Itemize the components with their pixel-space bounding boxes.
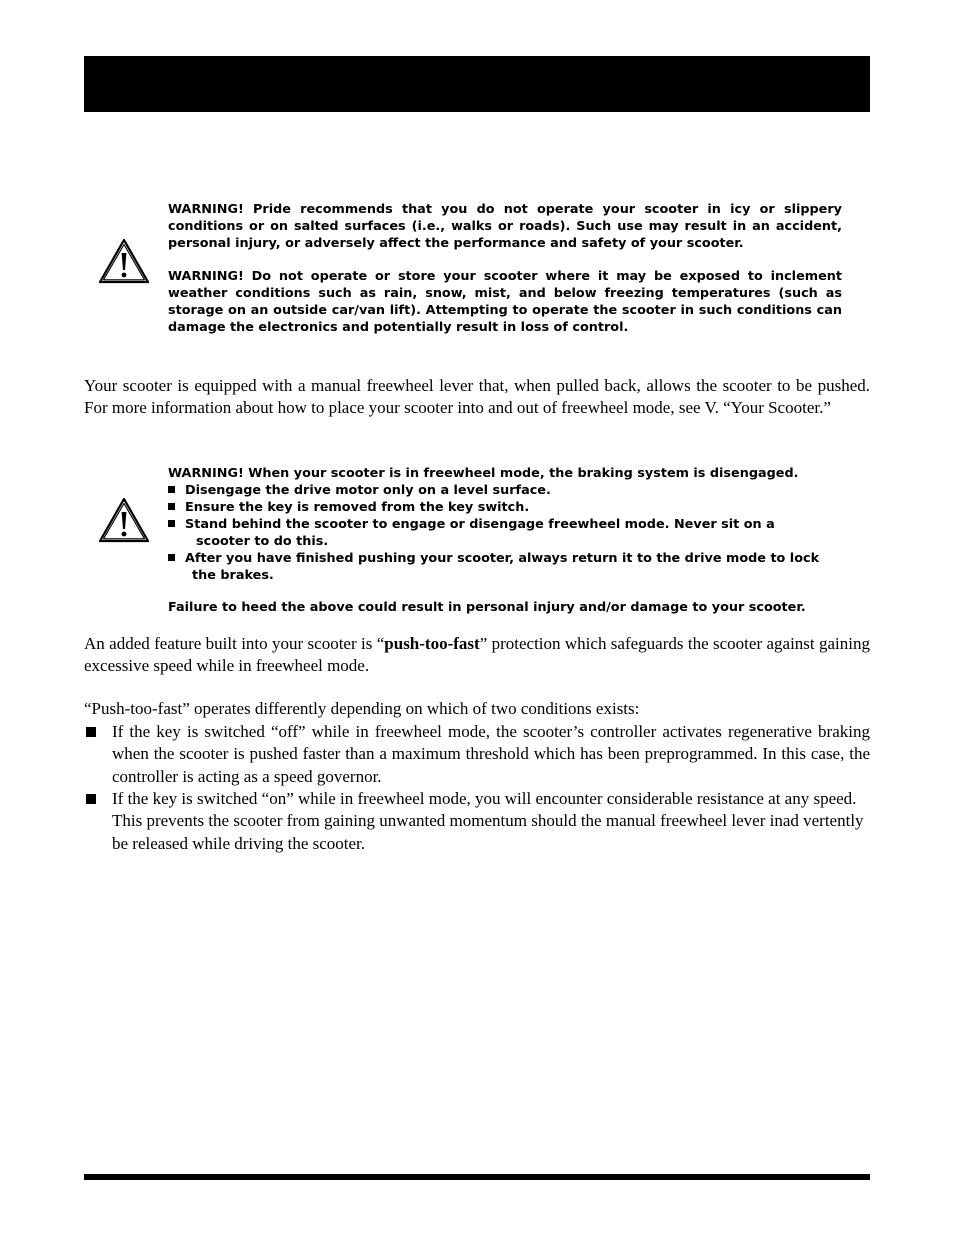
warning-triangle-icon: [98, 238, 150, 284]
list-item-key-off: If the key is switched “off” while in freewheel mode, the scooter’s controller activates regenerative braking when the scooter is pushed faster than a maximum threshold which has been preprogrammed. In this case, the controller is acting as a speed governor.: [112, 722, 870, 786]
push-too-fast-intro: An added feature built into your scooter is “push-too-fast” protection which safeguards the scooter against gaining excessive speed while in freewheel mode.: [84, 634, 870, 676]
bullet-square-icon: [168, 503, 175, 510]
header-bar: [84, 56, 870, 112]
freewheel-intro-paragraph: Your scooter is equipped with a manual freewheel lever that, when pulled back, allows the scooter to be pushed. For more information about how to place your scooter into and out of freewheel mode, see V. “Your Scooter.”: [84, 376, 870, 418]
freewheel-warning-bullet: After you have finished pushing your scooter, always return it to the drive mode to lock: [168, 550, 819, 567]
bullet-square-icon: [168, 520, 175, 527]
freewheel-warning-footer: Failure to heed the above could result in personal injury and/or damage to your scooter.: [168, 600, 806, 615]
freewheel-warning-bullet-continuation: scooter to do this.: [196, 534, 329, 549]
freewheel-warning-bullet-continuation: the brakes.: [192, 568, 274, 583]
freewheel-warning-heading: WARNING! When your scooter is in freewheel mode, the braking system is disengaged.: [168, 466, 799, 481]
freewheel-warning-bullet: Disengage the drive motor only on a level surface.: [168, 482, 551, 499]
list-bullet-icon: [86, 794, 96, 804]
warning-triangle-icon: [98, 497, 150, 543]
bullet-square-icon: [168, 486, 175, 493]
list-item-key-on: If the key is switched “on” while in freewheel mode, you will encounter considerable resistance at any speed. This prevents the scooter from gaining unwanted momentum should the manual freewheel lever inad vertently be released while driving the scooter.: [112, 789, 864, 853]
bullet-square-icon: [168, 554, 175, 561]
freewheel-warning-bullet: Stand behind the scooter to engage or disengage freewheel mode. Never sit on a: [168, 516, 775, 533]
list-bullet-icon: [86, 727, 96, 737]
warning-icy-conditions: WARNING! Pride recommends that you do not operate your scooter in icy or slippery conditions or on salted surfaces (i.e., walks or roads). Such use may result in an accident, personal injury, or adversely affect the performance and safety of your scooter.: [168, 202, 842, 251]
footer-rule: [84, 1174, 870, 1180]
freewheel-warning-bullet: Ensure the key is removed from the key switch.: [168, 499, 529, 516]
warning-weather-exposure: WARNING! Do not operate or store your scooter where it may be exposed to inclement weather conditions such as rain, snow, mist, and below freezing temperatures (such as storage on an outside car/van lift). Attempting to operate the scooter in such conditions can damage the electronics and potentially result in loss of control.: [168, 269, 842, 335]
push-too-fast-conditions-intro: “Push-too-fast” operates differently depending on which of two conditions exists:: [84, 699, 640, 718]
